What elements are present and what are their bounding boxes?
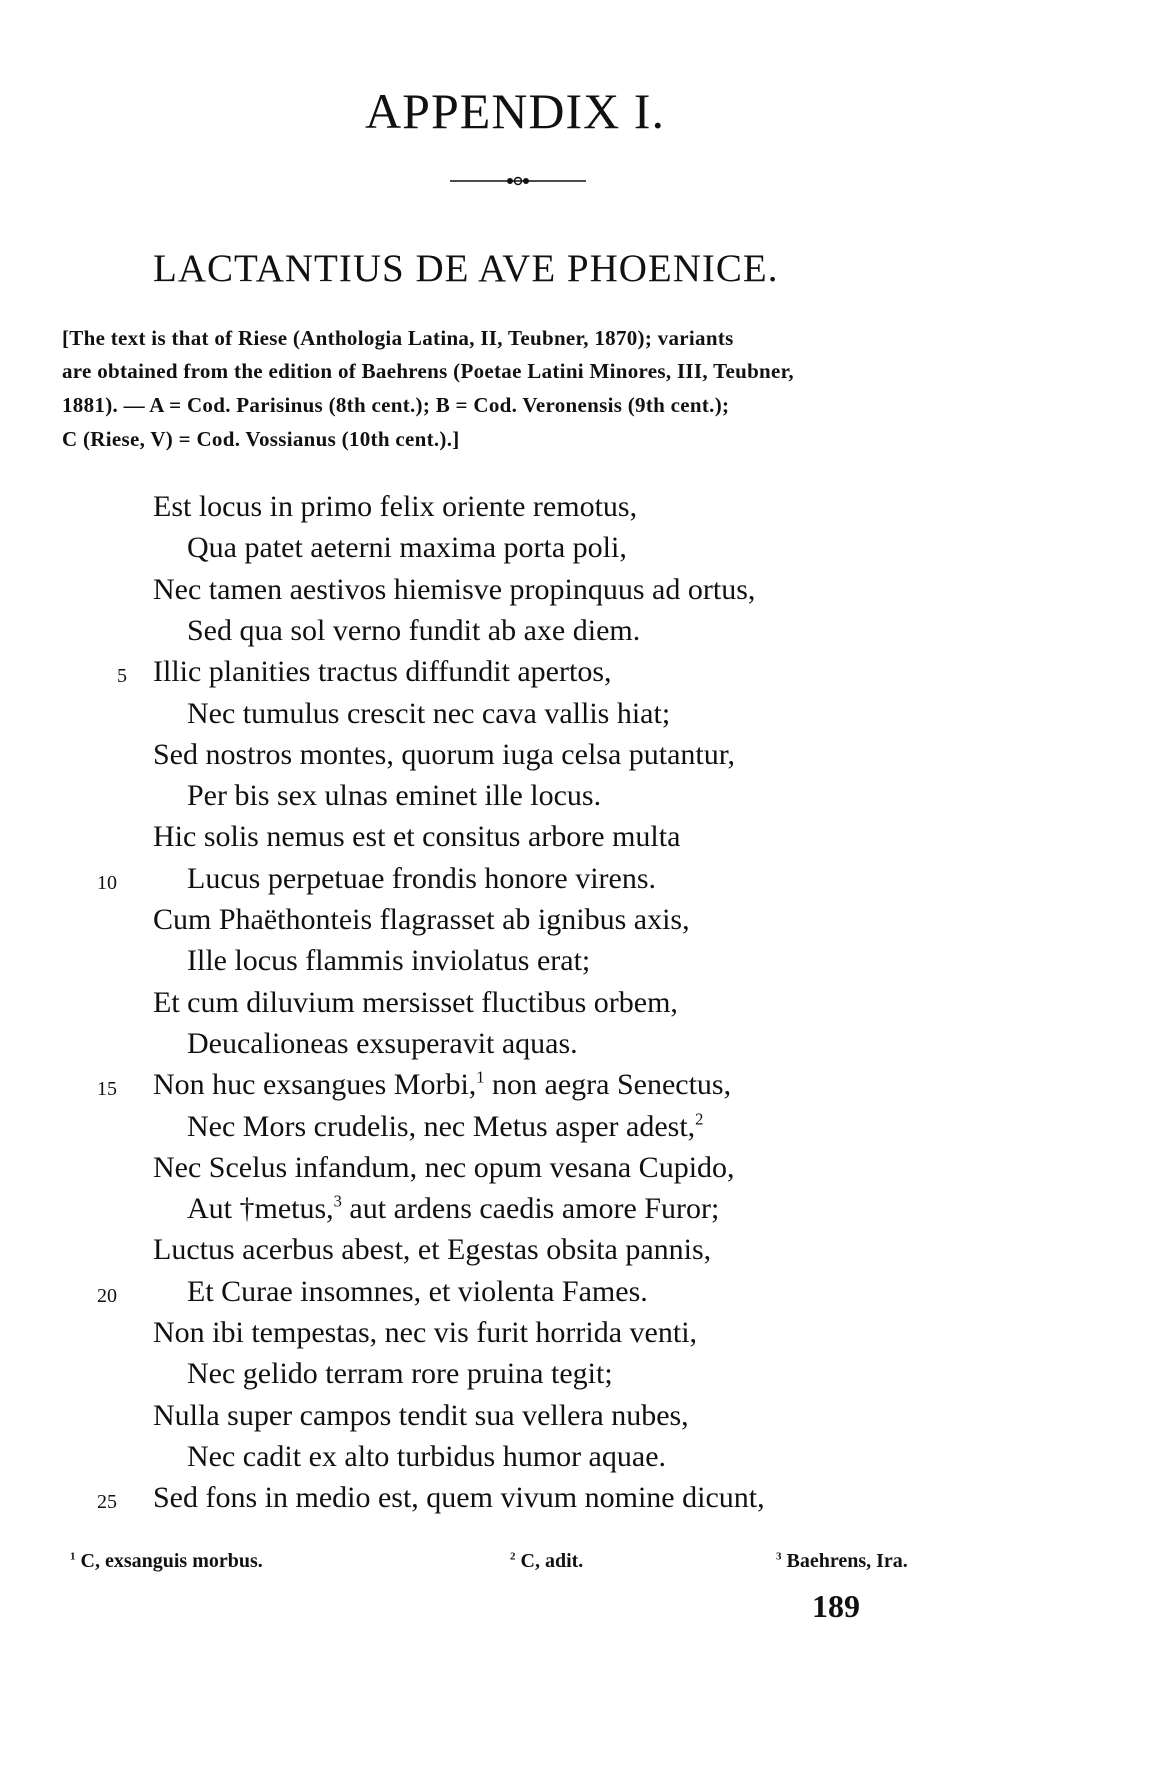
verse-line: [153, 490, 637, 524]
ornament-divider: [450, 176, 586, 186]
line-number: 25: [97, 1491, 117, 1514]
verse-line: [153, 903, 690, 937]
footnote: [776, 1550, 908, 1573]
line-number: 5: [117, 665, 127, 688]
footnote-text: Baehrens, Ira.: [786, 1550, 908, 1572]
verse-text: Qua patet aeterni maxima porta poli,: [187, 531, 627, 565]
verse-text: Aut †metus,: [187, 1192, 334, 1226]
verse-line: [153, 986, 678, 1020]
line-number: 15: [97, 1078, 117, 1101]
footnote-mark: 2: [510, 1550, 516, 1563]
verse-text: Illic planities tractus diffundit apertos,: [153, 655, 612, 689]
footnote: [510, 1550, 583, 1573]
verse-line: [187, 531, 627, 565]
verse-line: [187, 779, 601, 813]
verse-line: [187, 1275, 648, 1309]
verse-line: [153, 820, 680, 854]
line-number: 20: [97, 1284, 117, 1307]
verse-text: Nulla super campos tendit sua vellera nubes,: [153, 1398, 689, 1432]
verse-line: [153, 655, 612, 689]
footnote-mark: 1: [70, 1550, 76, 1563]
verse-text: Et cum diluvium mersisset fluctibus orbem,: [153, 985, 678, 1019]
verse-text: Non ibi tempestas, nec vis furit horrida venti,: [153, 1316, 698, 1349]
verse-line: [187, 1440, 666, 1474]
verse-line: [187, 1192, 719, 1226]
verse-text: Sed nostros montes, quorum iuga celsa putantur,: [153, 737, 736, 771]
verse-text-continued: aut ardens caedis amore Furor;: [341, 1192, 720, 1226]
verse-line: [187, 1357, 613, 1391]
verse-line: [153, 1316, 697, 1350]
footnote-ref: 1: [476, 1067, 485, 1087]
appendix-heading: APPENDIX I.: [365, 83, 665, 139]
footnote-ref: 3: [333, 1191, 342, 1211]
verse-line: [153, 1068, 731, 1102]
verse-text: Luctus acerbus abest, et Egestas obsita pannis,: [153, 1233, 712, 1267]
verse-text: Sed fons in medio est, quem vivum nomine dicunt,: [153, 1481, 765, 1515]
verse-line: [153, 1233, 711, 1267]
verse-text-continued: non aegra Senectus,: [484, 1068, 732, 1102]
verse-text: Per bis sex ulnas eminet ille locus.: [187, 779, 602, 813]
verse-line: [153, 1151, 735, 1185]
line-number: 10: [97, 871, 117, 894]
verse-text: Et Curae insomnes, et violenta Fames.: [187, 1274, 648, 1308]
verse-line: [187, 697, 670, 731]
verse-text: Nec Mors crudelis, nec Metus asper adest,: [187, 1109, 696, 1143]
verse-line: [153, 738, 735, 772]
verse-text: Nec tamen aestivos hiemisve propinquus ad ortus,: [153, 572, 756, 606]
verse-line: [153, 1481, 765, 1515]
intro-line: are obtained from the edition of Baehrens (Poetae Latini Minores, III, Teubner,: [62, 359, 794, 383]
verse-text: Sed qua sol verno fundit ab axe diem.: [187, 613, 641, 647]
verse-text: Lucus perpetuae frondis honore virens.: [187, 861, 657, 895]
verse-text: Hic solis nemus est et consitus arbore multa: [153, 820, 681, 854]
footnote: [70, 1550, 263, 1573]
verse-text: Deucalioneas exsuperavit aquas.: [187, 1026, 578, 1060]
verse-text: Nec tumulus crescit nec cava vallis hiat;: [187, 696, 671, 730]
page-number: 189: [812, 1588, 860, 1624]
footnote-mark: 3: [776, 1550, 782, 1563]
verse-text: Nec cadit ex alto turbidus humor aquae.: [187, 1439, 667, 1473]
verse-line: [153, 573, 755, 607]
verse-text: Est locus in primo felix oriente remotus,: [153, 490, 638, 523]
verse-line: [187, 614, 640, 648]
verse-text: Nec Scelus infandum, nec opum vesana Cupido,: [153, 1150, 735, 1184]
verse-line: [187, 862, 656, 896]
verse-line: [187, 1027, 578, 1061]
intro-line: 1881). — A = Cod. Parisinus (8th cent.); B = Cod. Veronensis (9th cent.);: [62, 393, 730, 417]
verse-line: [187, 1110, 703, 1144]
poem-title: LACTANTIUS DE AVE PHOENICE.: [153, 247, 779, 290]
verse-text: Nec gelido terram rore pruina tegit;: [187, 1357, 613, 1391]
verse-line: [187, 944, 590, 978]
footnote-text: C, adit.: [520, 1550, 584, 1572]
intro-line: C (Riese, V) = Cod. Vossianus (10th cent.).]: [62, 427, 460, 451]
verse-text: Cum Phaëthonteis flagrasset ab ignibus axis,: [153, 903, 690, 936]
footnote-text: C, exsanguis morbus.: [80, 1550, 263, 1572]
verse-text: Ille locus flammis inviolatus erat;: [187, 944, 591, 978]
verse-text: Non huc exsangues Morbi,: [153, 1068, 477, 1102]
footnote-ref: 2: [695, 1108, 704, 1128]
intro-line: [The text is that of Riese (Anthologia Latina, II, Teubner, 1870); variants: [62, 326, 734, 350]
verse-line: [153, 1399, 689, 1433]
